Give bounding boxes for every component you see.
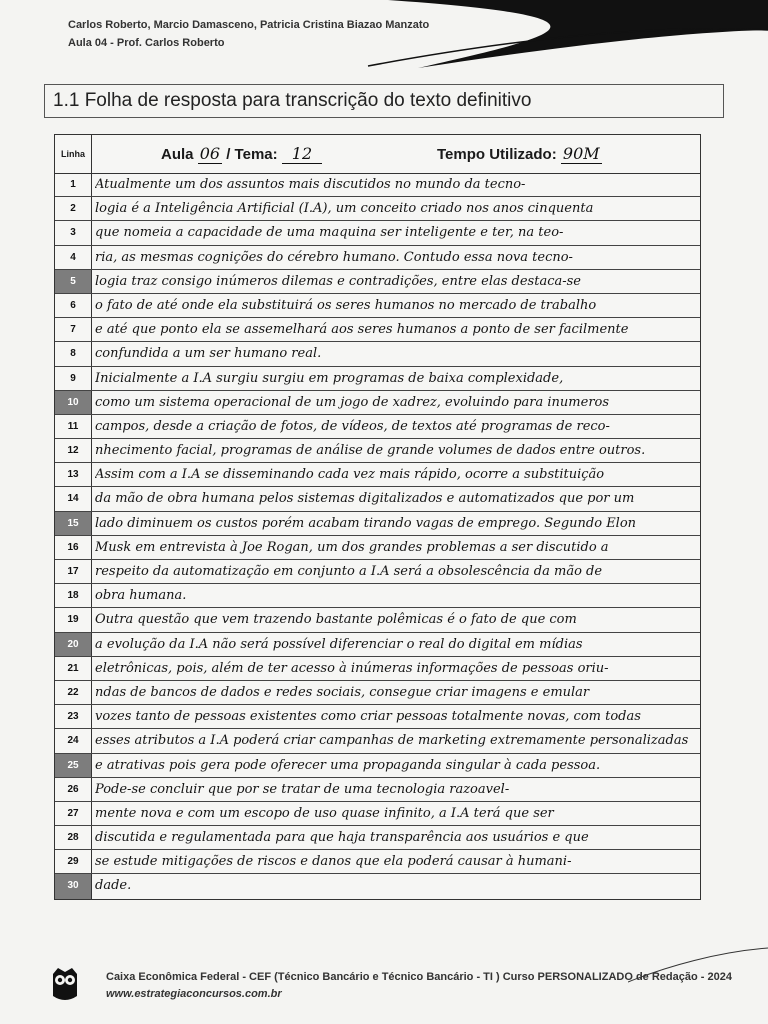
handwritten-text: discutida e regulamentada para que haja transparência aos usuários e que [95,830,589,846]
line-number: 13 [67,469,79,481]
handwritten-text: campos, desde a criação de fotos, de vídeos, de textos até programas de reco- [95,418,610,434]
line-number: 25 [55,754,91,777]
answer-line [55,367,700,391]
line-number: 30 [55,874,91,898]
handwritten-text: mente nova e com um escopo de uso quase infinito, a I.A terá que ser [95,805,554,821]
answer-line [55,270,700,294]
line-number: 5 [55,270,91,293]
line-number: 2 [70,203,76,215]
page-title: 1.1 Folha de resposta para transcrição do texto definitivo [44,84,724,118]
header-swoosh-decoration [348,0,768,70]
handwritten-text: confundida a um ser humano real. [95,346,322,362]
answer-line [55,729,700,753]
header-lesson: Aula 04 - Prof. Carlos Roberto [68,37,225,49]
handwritten-text: que nomeia a capacidade de uma maquina ser inteligente e ter, na teo- [95,225,564,241]
handwritten-text: esses atributos a I.A poderá criar campanhas de marketing extremamente personalizadas [95,733,689,749]
footer-curve-decoration [628,944,768,984]
line-number: 10 [55,391,91,414]
line-number: 26 [67,783,79,795]
handwritten-text: se estude mitigações de riscos e danos que ela poderá causar à humani- [95,854,572,870]
tempo-label: Tempo Utilizado: [437,146,557,163]
handwritten-text: vozes tanto de pessoas existentes como criar pessoas totalmente novas, com todas [95,709,641,725]
line-number: 20 [55,633,91,656]
line-number: 6 [70,299,76,311]
answer-line [55,439,700,463]
answer-lines [55,173,700,899]
answer-line [55,221,700,245]
line-number: 11 [67,420,79,432]
line-number: 16 [67,541,79,553]
answer-line [55,536,700,560]
line-number: 23 [67,711,79,723]
answer-line [55,463,700,487]
answer-line [55,197,700,221]
tema-label: / Tema: [226,146,278,163]
line-number: 12 [67,445,79,457]
owl-logo-icon [50,966,80,1002]
linha-column-label: Linha [61,149,85,159]
handwritten-text: e até que ponto ela se assemelhará aos seres humanos a ponto de ser facilmente [95,322,629,338]
answer-line [55,681,700,705]
line-number: 7 [70,324,76,336]
aula-field [161,144,322,163]
line-number: 19 [67,614,79,626]
line-number: 27 [67,807,79,819]
answer-line [55,584,700,608]
answer-line [55,705,700,729]
answer-line [55,173,700,197]
handwritten-text: a evolução da I.A não será possível diferenciar o real do digital em mídias [95,636,583,652]
handwritten-text: Atualmente um dos assuntos mais discutidos no mundo da tecno- [95,177,526,192]
answer-line [55,415,700,439]
handwritten-text: eletrônicas, pois, além de ter acesso à inúmeras informações de pessoas oriu- [95,660,609,676]
answer-line [55,633,700,657]
answer-line [55,850,700,874]
handwritten-text: respeito da automatização em conjunto a I.A será a obsolescência da mão de [95,564,603,579]
answer-line [55,342,700,366]
answer-line [55,391,700,415]
handwritten-text: ndas de bancos de dados e redes sociais, consegue criar imagens e emular [95,684,590,700]
answer-line [55,318,700,342]
handwritten-text: Musk em entrevista à Joe Rogan, um dos grandes problemas a ser discutido a [95,539,609,555]
answer-line [55,874,700,898]
line-number: 3 [70,227,76,239]
handwritten-text: Inicialmente a I.A surgiu surgiu em programas de baixa complexidade, [95,370,564,386]
answer-sheet [54,134,701,900]
answer-line [55,294,700,318]
line-number: 28 [67,832,79,844]
answer-line [55,657,700,681]
answer-line [55,802,700,826]
line-number: 14 [67,493,79,505]
header-authors: Carlos Roberto, Marcio Damasceno, Patricia Cristina Biazao Manzato [68,19,430,31]
handwritten-text: dade. [95,878,132,894]
line-number: 8 [70,348,76,360]
answer-sheet-header [55,135,700,174]
line-number: 1 [70,179,76,190]
handwritten-text: logia é a Inteligência Artificial (I.A), um conceito criado nos anos cinquenta [95,201,594,217]
line-number: 17 [67,566,79,577]
line-number: 9 [70,372,76,384]
handwritten-text: o fato de até onde ela substituirá os seres humanos no mercado de trabalho [95,297,597,313]
tema-value: 12 [282,144,322,164]
handwritten-text: obra humana. [95,588,187,604]
answer-line [55,512,700,536]
tempo-value: 90M [562,144,600,163]
answer-line [55,560,700,584]
answer-line [55,246,700,270]
answer-line [55,487,700,511]
handwritten-text: ria, as mesmas cognições do cérebro humano. Contudo essa nova tecno- [95,249,573,265]
handwritten-text: Outra questão que vem trazendo bastante polêmicas é o fato de que com [95,612,577,628]
tempo-field [437,144,602,163]
handwritten-text: Assim com a I.A se disseminando cada vez mais rápido, ocorre a substituição [95,467,605,483]
line-number: 15 [55,512,91,535]
handwritten-text: e atrativas pois gera pode oferecer uma propaganda singular à cada pessoa. [95,757,601,773]
handwritten-text: logia traz consigo inúmeros dilemas e contradições, entre elas destaca-se [95,273,581,289]
handwritten-text: como um sistema operacional de um jogo de xadrez, evoluindo para inumeros [95,394,610,410]
footer-course: Caixa Econômica Federal - CEF (Técnico Bancário e Técnico Bancário - TI ) Curso PERSONALIZADO de Redação - 2024 [106,971,732,983]
line-number: 18 [67,590,79,602]
answer-line [55,826,700,850]
line-number: 29 [67,856,79,868]
line-number: 22 [67,686,79,698]
line-number: 21 [67,662,79,674]
line-number: 4 [70,251,76,263]
line-number: 24 [67,735,79,747]
answer-line [55,608,700,632]
aula-label: Aula [161,146,194,163]
handwritten-text: nhecimento facial, programas de análise de grande volumes de dados entre outros. [95,443,646,459]
aula-value: 06 [199,144,221,163]
handwritten-text: da mão de obra humana pelos sistemas digitalizados e automatizados que por um [95,491,635,507]
answer-line [55,754,700,778]
answer-line [55,778,700,802]
footer-url-link[interactable]: www.estrategiaconcursos.com.br [106,988,282,1000]
handwritten-text: lado diminuem os custos porém acabam tirando vagas de emprego. Segundo Elon [95,515,637,531]
handwritten-text: Pode-se concluir que por se tratar de uma tecnologia razoavel- [95,781,510,797]
